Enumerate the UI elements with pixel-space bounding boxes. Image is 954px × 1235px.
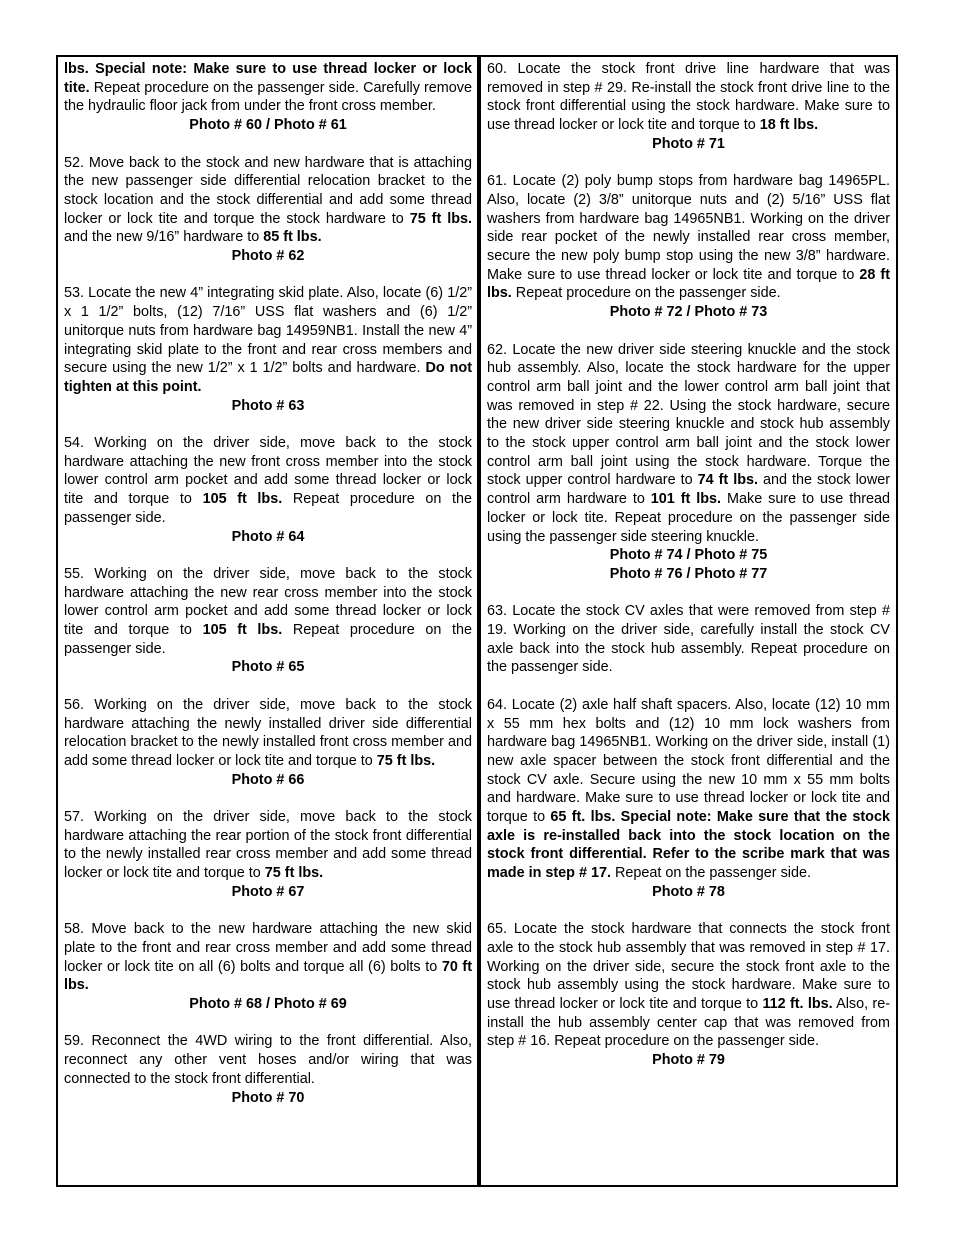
step-text: and the new 9/16” hardware to (64, 229, 264, 246)
step-text: 59. Reconnect the 4WD wiring to the front differential. Also, reconnect any other vent hoses and/or wiring that was connected to the stock front differential. (64, 1033, 472, 1087)
step-text: Also, re-install the hub assembly center cap that was removed from step # 16. Repeat procedure on the passenger side. (487, 996, 890, 1050)
instruction-step (64, 154, 472, 248)
step-text: 57. Working on the driver side, move back to the stock hardware attaching the rear portion of the stock front differential to the newly installed rear cross member and add some thread locker or lock tite and torque to (64, 809, 472, 882)
instruction-step (64, 284, 472, 396)
emphasized-text: 65 ft. lbs. Special note: Make sure that the stock axle is re-installed back into the stock location on the stock front differential. Refer to the scribe mark that was made in step # 17. (487, 809, 890, 882)
paragraph-spacer (64, 902, 472, 921)
step-text: Make sure to use thread locker or lock tite. Repeat procedure on the passenger side using the passenger side steering knuckle. (487, 491, 890, 545)
photo-reference: Photo # 65 (231, 659, 305, 676)
emphasized-text: 75 ft lbs. (409, 210, 472, 227)
photo-reference: Photo # 78 (652, 883, 725, 900)
paragraph-spacer (64, 546, 472, 565)
photo-reference: Photo # 76 / Photo # 77 (609, 565, 768, 582)
emphasized-text: 75 ft lbs. (376, 752, 436, 769)
photo-reference: Photo # 66 (231, 771, 305, 788)
instruction-page-frame (56, 55, 898, 1187)
right-column (481, 57, 896, 1185)
instruction-step (64, 565, 472, 659)
paragraph-spacer (64, 415, 472, 434)
photo-reference: Photo # 67 (231, 883, 305, 900)
photo-reference: Photo # 72 / Photo # 73 (609, 304, 768, 321)
emphasized-text: 18 ft lbs. (759, 117, 819, 134)
paragraph-spacer (487, 322, 890, 341)
photo-reference: Photo # 70 (231, 1089, 305, 1106)
instruction-step (487, 60, 890, 135)
step-text: 65. Locate the stock hardware that connects the stock front axle to the stock hub assembly that was removed in step # 17. Working on the driver side, secure the stock front axle to the stock hub assembly using the stock hardware. Make sure to use thread locker or lock tite and torque to (487, 921, 890, 1013)
step-text: 53. Locate the new 4” integrating skid plate. Also, locate (6) 1/2” x 1 1/2” bolts, (12) 7/16” USS flat washers and (6) 1/2” unitorque nuts from hardware bag 14959NB1. Install the new 4” integrating skid plate to the front and rear cross members and secure using the new 1/2” x 1 1/2” bolts and hardware. (64, 285, 472, 377)
instruction-step (64, 696, 472, 771)
paragraph-spacer (64, 677, 472, 696)
step-text: and the stock lower control arm hardware to (487, 472, 891, 508)
step-text: Repeat procedure on the passenger side. Carefully remove the hydraulic floor jack from under the front cross member. (64, 79, 472, 115)
paragraph-spacer (487, 902, 890, 921)
photo-reference: Photo # 74 / Photo # 75 (609, 547, 768, 564)
emphasized-text: 105 ft lbs. (202, 622, 283, 639)
left-column (58, 57, 478, 1185)
paragraph-spacer (487, 154, 890, 173)
step-text: 63. Locate the stock CV axles that were removed from step # 19. Working on the driver side, carefully install the stock CV axle back into the stock hub assembly. Repeat procedure on the passenger side. (487, 603, 890, 676)
step-text: 56. Working on the driver side, move back to the stock hardware attaching the newly installed driver side differential relocation bracket to the newly installed front cross member and add some thread locker or lock tite and torque to (64, 696, 472, 769)
emphasized-text: 75 ft lbs. (264, 865, 324, 882)
instruction-step (487, 696, 890, 883)
step-text: 54. Working on the driver side, move back to the stock hardware attaching the new front cross member into the stock lower control arm pocket and add some thread locker or lock tite and torque to (64, 435, 472, 508)
instruction-step (64, 808, 472, 883)
emphasized-text: 112 ft. lbs. (762, 996, 833, 1013)
step-text: 58. Move back to the new hardware attaching the new skid plate to the front and rear cross member and add some thread locker or lock tite on all (6) bolts and torque all (6) bolts to (64, 921, 472, 975)
paragraph-spacer (64, 789, 472, 808)
emphasized-text: 105 ft lbs. (202, 491, 283, 508)
step-text: Repeat procedure on the passenger side. (511, 285, 781, 302)
instruction-step (64, 434, 472, 528)
photo-reference: Photo # 68 / Photo # 69 (189, 996, 347, 1013)
step-text: Repeat procedure on the passenger side. (64, 622, 472, 657)
instruction-step (64, 920, 472, 995)
photo-reference: Photo # 71 (652, 135, 725, 152)
step-text: 60. Locate the stock front drive line hardware that was removed in step # 29. Re-install the stock front drive line to the stock front differential using the stock hardware. Make sure to use thread locker or lock tite and torque to (487, 61, 890, 134)
photo-reference: Photo # 62 (231, 248, 305, 265)
step-text: 62. Locate the new driver side steering knuckle and the stock hub assembly. Also, locate the stock hardware for the upper control arm ball joint and the lower control arm ball joint that was removed in step # 22. Using the stock hardware, secure the new driver side steering knuckle and stock hub assembly to the stock upper control arm ball joint and the stock lower control arm ball joint using the stock hardware. Torque the stock upper control hardware to (487, 341, 890, 489)
emphasized-text: Do not tighten at this point. (64, 360, 472, 395)
paragraph-spacer (64, 266, 472, 285)
emphasized-text: 101 ft lbs. (650, 491, 722, 508)
paragraph-spacer (64, 1014, 472, 1033)
instruction-step (64, 60, 472, 116)
emphasized-text: lbs. Special note: Make sure to use thread locker or lock tite. (64, 61, 472, 96)
photo-reference: Photo # 63 (231, 397, 305, 414)
instruction-step (487, 920, 890, 1051)
emphasized-text: 28 ft lbs. (487, 266, 890, 302)
instruction-step (487, 341, 890, 547)
paragraph-spacer (487, 584, 890, 603)
emphasized-text: 70 ft lbs. (64, 958, 472, 994)
step-text: Repeat procedure on the passenger side. (64, 491, 472, 526)
emphasized-text: 74 ft lbs. (697, 472, 758, 489)
instruction-step (64, 1032, 472, 1088)
step-text: Repeat on the passenger side. (610, 865, 811, 882)
photo-reference: Photo # 64 (231, 528, 305, 545)
step-text: 61. Locate (2) poly bump stops from hardware bag 14965PL. Also, locate (2) 3/8” unitorque nuts and (2) 5/16” USS flat washers from hardware bag 14965NB1. Working on the driver side rear pocket of the newly installed rear cross member, secure the new poly bump stop using the new 3/8” hardware. Make sure to use thread locker or lock tite and torque to (487, 173, 890, 283)
photo-reference: Photo # 79 (652, 1052, 725, 1069)
paragraph-spacer (487, 677, 890, 696)
paragraph-spacer (64, 135, 472, 154)
emphasized-text: 85 ft lbs. (263, 229, 322, 246)
photo-reference: Photo # 60 / Photo # 61 (189, 117, 347, 134)
step-text: 64. Locate (2) axle half shaft spacers. Also, locate (12) 10 mm x 55 mm hex bolts and (12) 10 mm lock washers from hardware bag 14965NB1. Working on the driver side, install (1) new axle spacer between the stock front differential and the stock CV axle. Secure using the new 10 mm x 55 mm bolts and hardware. Make sure to use thread locker or lock tite and torque to (487, 696, 890, 826)
step-text: 55. Working on the driver side, move back to the stock hardware attaching the new rear cross member into the stock lower control arm pocket and add some thread locker or lock tite and torque to (64, 565, 472, 639)
step-text: 52. Move back to the stock and new hardware that is attaching the new passenger side differential relocation bracket to the stock location and the stock differential and add some thread locker or lock tite and torque the stock hardware to (64, 154, 472, 227)
instruction-step (487, 172, 890, 303)
instruction-step (487, 602, 890, 677)
